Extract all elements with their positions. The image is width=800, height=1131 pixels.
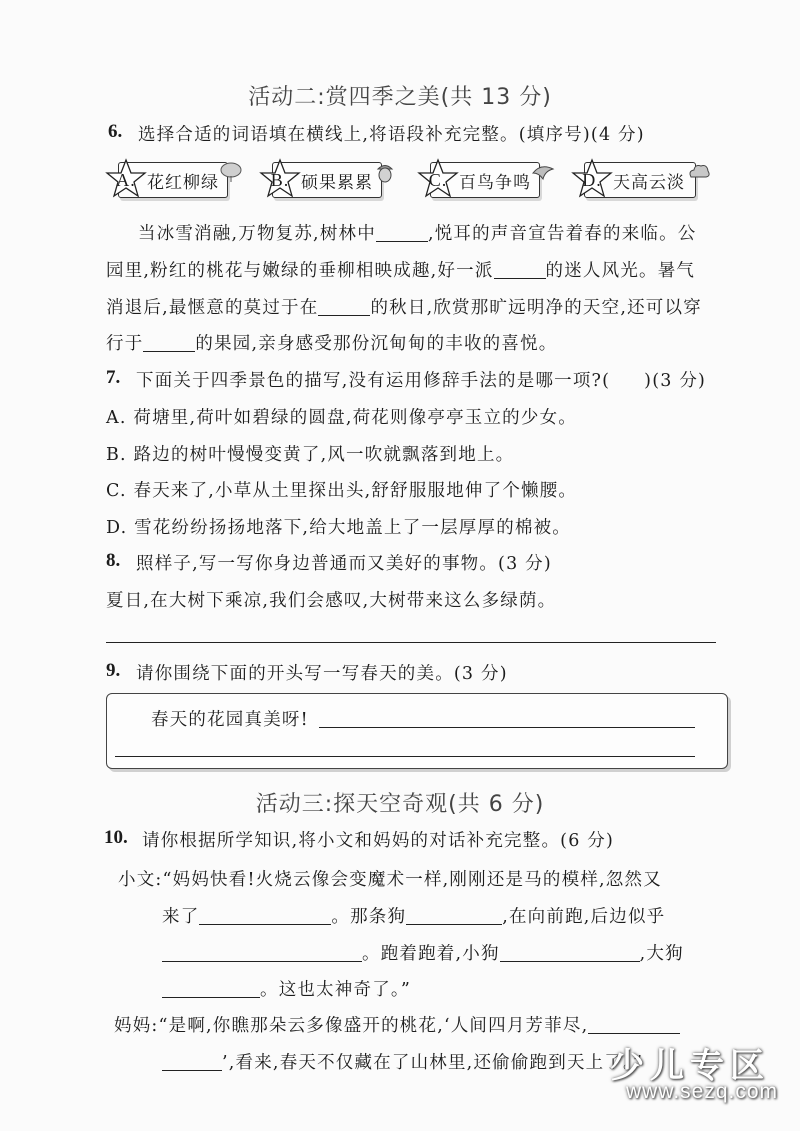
passage-line-3: 消退后,最惬意的莫过于在 的秋日,欣赏那旷远明净的天空,还可以穿 [106, 298, 702, 318]
option-a-label: 花红柳绿 [147, 173, 219, 193]
section-title-activity-3: 活动三:探天空奇观(共 6 分) [255, 792, 545, 817]
question-9-number: 9. [106, 660, 121, 681]
answer-blank[interactable] [199, 906, 331, 925]
question-6-number: 6. [108, 121, 123, 142]
question-9-stem: 请你围绕下面的开头写一写春天的美。(3 分) [136, 664, 508, 684]
writing-box [106, 693, 728, 769]
answer-blank[interactable] [162, 943, 362, 962]
question-7-number: 7. [106, 367, 121, 388]
passage-line-1: 当冰雪消融,万物复苏,树林中 ,悦耳的声音宣告着春的来临。公 [138, 224, 697, 244]
option-b-label: 硕果累累 [301, 173, 373, 193]
answer-blank[interactable] [162, 1052, 222, 1071]
question-7-option-a[interactable]: A. 荷塘里,荷叶如碧绿的圆盘,荷花则像亭亭玉立的少女。 [106, 408, 577, 428]
question-7-option-c[interactable]: C. 春天来了,小草从土里探出头,舒舒服服地伸了个懒腰。 [106, 481, 578, 501]
option-card-a [118, 162, 228, 198]
star-icon: C. [417, 158, 459, 200]
option-d-label: 天高云淡 [613, 173, 685, 193]
question-10-number: 10. [104, 827, 128, 848]
question-7-option-b[interactable]: B. 路边的树叶慢慢变黄了,风一吹就飘落到地上。 [106, 445, 515, 465]
question-7-stem: 下面关于四季景色的描写,没有运用修辞手法的是哪一项?( )(3 分) [136, 371, 707, 391]
option-card-c [430, 162, 540, 198]
answer-blank[interactable] [406, 906, 502, 925]
passage-line-2: 园里,粉红的桃花与嫩绿的垂柳相映成趣,好一派 的迷人风光。暑气 [106, 261, 696, 281]
question-6-stem: 选择合适的词语填在横线上,将语段补充完整。(填序号)(4 分) [138, 125, 645, 145]
option-card-b [272, 162, 382, 198]
answer-blank[interactable] [376, 223, 428, 242]
dialogue-line-3: 。跑着跑着,小狗 ,大狗 [162, 940, 684, 965]
star-icon: B. [259, 158, 301, 200]
question-8-number: 8. [106, 550, 121, 571]
answer-blank[interactable] [500, 943, 640, 962]
option-c-label: 百鸟争鸣 [459, 173, 531, 193]
answer-blank[interactable] [494, 260, 546, 279]
answer-blank[interactable] [588, 1015, 680, 1034]
dialogue-line-1: 小文:“妈妈快看!火烧云像会变魔术一样,刚刚还是马的模样,忽然又 [118, 870, 662, 890]
question-7-option-d[interactable]: D. 雪花纷纷扬扬地落下,给大地盖上了一层厚厚的棉被。 [106, 518, 571, 538]
question-8-stem: 照样子,写一写你身边普通而又美好的事物。(3 分) [136, 554, 552, 574]
star-icon: D. [571, 158, 613, 200]
cloud-icon [687, 161, 711, 183]
watermark-url: www.sezq.com [626, 1080, 779, 1103]
watermark-brand: 少儿专区 [610, 1046, 770, 1086]
option-card-d [584, 162, 696, 198]
dialogue-line-2: 来了 。那条狗 ,在向前跑,后边似乎 [162, 907, 666, 927]
answer-line[interactable] [319, 727, 695, 728]
dialogue-line-6: ’,看来,春天不仅藏在了山林里,还偷偷跑到天上了。” [162, 1049, 643, 1074]
section-title-activity-2: 活动二:赏四季之美(共 13 分) [248, 85, 552, 110]
question-9-opening: 春天的花园真美呀! [151, 710, 309, 730]
question-8-example: 夏日,在大树下乘凉,我们会感叹,大树带来这么多绿荫。 [106, 591, 557, 611]
bird-icon [531, 161, 555, 183]
acorn-icon [373, 161, 397, 183]
answer-blank[interactable] [162, 979, 260, 998]
passage-line-4: 行于 的果园,亲身感受那份沉甸甸的丰收的喜悦。 [106, 334, 558, 354]
answer-blank[interactable] [143, 333, 195, 352]
star-icon: A. [105, 158, 147, 200]
answer-blank[interactable] [318, 297, 370, 316]
dialogue-line-4: 。这也太神奇了。” [162, 976, 411, 1001]
answer-line[interactable] [115, 756, 695, 757]
question-10-stem: 请你根据所学知识,将小文和妈妈的对话补充完整。(6 分) [142, 831, 615, 851]
dialogue-line-5: 妈妈:“是啊,你瞧那朵云多像盛开的桃花,‘人间四月芳菲尽, [114, 1012, 680, 1037]
answer-line[interactable] [106, 642, 716, 643]
leaf-icon [219, 161, 243, 183]
